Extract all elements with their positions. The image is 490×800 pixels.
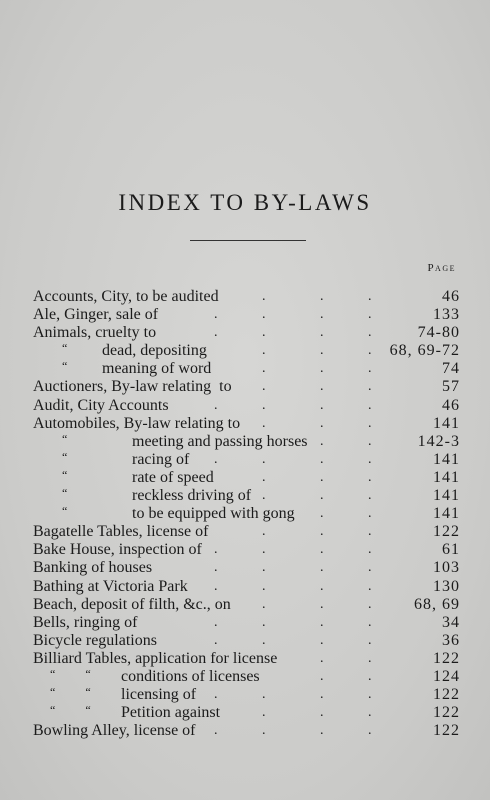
entry-text: Bowling Alley, license of xyxy=(33,722,196,740)
entry-text: Accounts, City, to be audited xyxy=(33,288,219,305)
index-entry: “ to be equipped with gong . . 141 xyxy=(62,504,460,523)
index-entry: Bicycle regulations . . . . 36 xyxy=(33,631,460,649)
index-entry: “ meeting and passing horses . . 142-3 xyxy=(62,431,460,450)
entry-text: meaning of word xyxy=(102,360,212,378)
ditto-mark: “ xyxy=(62,341,68,356)
index-entry: “ meaning of word . . . 74 xyxy=(62,359,460,378)
index-entry: Ale, Ginger, sale of . . . . 133 xyxy=(33,306,460,324)
title-rule xyxy=(190,240,306,241)
index-entry: Bagatelle Tables, license of . . . 122 xyxy=(33,523,460,541)
index-entry: Bake House, inspection of . . . . 61 xyxy=(33,541,460,559)
page-number: 36 xyxy=(442,631,460,649)
page-number: 141 xyxy=(433,414,460,432)
entry-text: Bicycle regulations xyxy=(33,631,157,649)
index-entry: “ racing of . . . . 141 xyxy=(62,449,460,468)
index-entry: “ “ Petition against . . . 122 xyxy=(50,703,460,722)
ditto-mark: “ xyxy=(62,486,68,501)
page-number: 103 xyxy=(433,559,460,577)
entry-text: Beach, deposit of filth, &c., on xyxy=(33,595,231,613)
index-entry: Bells, ringing of . . . . 34 xyxy=(33,613,460,631)
page-number: 133 xyxy=(433,306,460,324)
page-number: 122 xyxy=(433,704,460,722)
entry-text: Bathing at Victoria Park xyxy=(33,577,188,595)
ditto-mark: “ “ xyxy=(50,703,91,718)
page-number: 122 xyxy=(433,686,460,704)
index-entry: Animals, cruelty to . . . . 74-80 xyxy=(33,324,460,342)
index-entry: “ reckless driving of . . . 141 xyxy=(62,486,460,505)
page-number: 57 xyxy=(442,378,460,396)
entry-text: Bake House, inspection of xyxy=(33,541,202,559)
index-entries xyxy=(0,288,490,740)
entry-text: Petition against xyxy=(121,704,221,722)
entry-text: meeting and passing horses xyxy=(132,432,308,450)
entry-text: Animals, cruelty to xyxy=(33,324,157,342)
ditto-mark: “ xyxy=(62,449,68,464)
page-number: 141 xyxy=(433,505,460,523)
page-number: 142-3 xyxy=(417,432,460,450)
entry-text: Billiard Tables, application for license xyxy=(33,649,278,667)
index-entry: Banking of houses . . . . 103 xyxy=(33,559,460,577)
index-entry: Auctioners, By-law relating to . . . 57 xyxy=(33,378,460,396)
entry-text: Bagatelle Tables, license of xyxy=(33,523,209,541)
page-number: 122 xyxy=(433,722,460,740)
page-number: 74 xyxy=(442,360,460,378)
entry-text: Ale, Ginger, sale of xyxy=(33,306,159,324)
index-entry: Bathing at Victoria Park . . . . 130 xyxy=(33,577,460,595)
page-number: 124 xyxy=(433,667,460,685)
entry-text: racing of xyxy=(132,450,190,468)
page-number: 122 xyxy=(433,649,460,667)
entry-text: Banking of houses xyxy=(33,559,153,577)
ditto-mark: “ xyxy=(62,504,68,519)
entry-text: to be equipped with gong xyxy=(132,505,295,523)
page-number: 130 xyxy=(433,577,460,595)
entry-text: licensing of xyxy=(121,686,197,704)
index-entry: “ rate of speed . . . 141 xyxy=(62,467,460,486)
entry-text: Bells, ringing of xyxy=(33,613,138,631)
page-number: 141 xyxy=(433,450,460,468)
index-entry: Automobiles, By-law relating to . . . 141 xyxy=(33,414,460,432)
ditto-mark: “ xyxy=(62,359,68,374)
index-entry: Audit, City Accounts . . . . 46 xyxy=(33,396,460,414)
entry-text: Audit, City Accounts xyxy=(33,396,169,414)
page-number: 61 xyxy=(442,541,460,559)
index-entry: Billiard Tables, application for license . . 122 xyxy=(33,649,460,667)
index-entry: Bowling Alley, license of . . . . 122 xyxy=(33,722,460,740)
index-entry: “ “ licensing of . . . . 122 xyxy=(50,685,460,704)
entry-text: conditions of licenses xyxy=(121,667,260,685)
ditto-mark: “ xyxy=(62,467,68,482)
page-number: 74-80 xyxy=(417,324,460,342)
ditto-mark: “ xyxy=(62,431,68,446)
page-number: 46 xyxy=(442,288,460,305)
page-number: 141 xyxy=(433,487,460,505)
entry-text: Auctioners, By-law relating to xyxy=(33,378,232,396)
page-column-header: Page xyxy=(427,262,456,274)
ditto-mark: “ “ xyxy=(50,685,91,700)
index-entry: Accounts, City, to be audited . . . 46 xyxy=(33,288,460,305)
index-entry: “ “ conditions of licenses . . 124 xyxy=(50,666,460,685)
index-title: INDEX TO BY-LAWS xyxy=(118,190,372,215)
page-number: 68, 69-72 xyxy=(389,342,460,360)
page-number: 34 xyxy=(442,613,460,631)
ditto-mark: “ “ xyxy=(50,666,91,681)
entry-text: dead, depositing xyxy=(102,342,207,360)
page-number: 68, 69 xyxy=(414,595,460,613)
page-number: 122 xyxy=(433,523,460,541)
index-entry: “ dead, depositing . . . 68, 69-72 xyxy=(62,341,460,360)
entry-text: Automobiles, By-law relating to xyxy=(33,414,241,432)
entry-text: reckless driving of xyxy=(132,487,252,505)
entry-text: rate of speed xyxy=(132,468,214,486)
index-entry: Beach, deposit of filth, &c., on . . . 68, 69 xyxy=(33,595,460,613)
page-number: 46 xyxy=(442,396,460,414)
page-number: 141 xyxy=(433,468,460,486)
